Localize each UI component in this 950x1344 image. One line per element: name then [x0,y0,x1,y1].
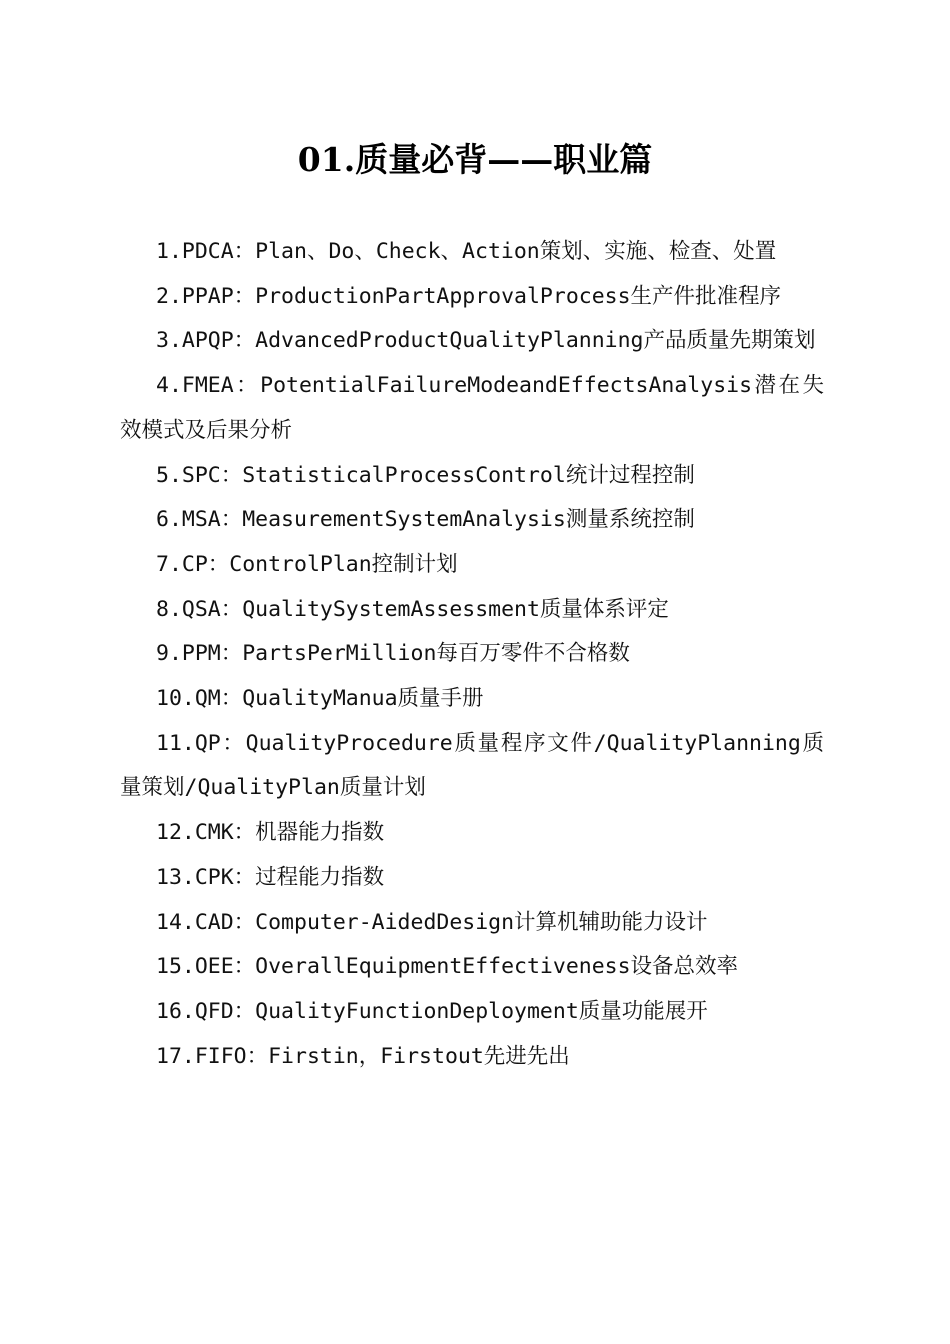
list-item: 15.OEE：OverallEquipmentEffectiveness设备总效率 [156,954,739,980]
list-item: 7.CP：ControlPlan控制计划 [156,551,458,577]
list-item: 12.CMK：机器能力指数 [156,820,385,846]
list-item: 2.PPAP：ProductionPartApprovalProcess生产件批准程序 [156,283,782,309]
list-item: 16.QFD：QualityFunctionDeployment质量功能展开 [156,998,708,1024]
list-item: 5.SPC：StatisticalProcessControl统计过程控制 [156,462,695,488]
list-item: 6.MSA：MeasurementSystemAnalysis测量系统控制 [156,507,695,533]
page-title: 01.质量必背——职业篇 [297,140,653,179]
list-item: 1.PDCA：Plan、Do、Check、Action策划、实施、检查、处置 [156,239,777,264]
list-item: 4.FMEA：PotentialFailureModeandEffectsAnalysis潜在失效模式及后果分析 [120,373,824,443]
list-item: 13.CPK：过程能力指数 [156,864,385,890]
list-item: 8.QSA：QualitySystemAssessment质量体系评定 [156,596,669,622]
list-item: 17.FIFO：Firstin，Firstout先进先出 [156,1043,570,1069]
list-item: 14.CAD：Computer-AidedDesign计算机辅助能力设计 [156,909,708,935]
list-item: 11.QP：QualityProcedure质量程序文件/QualityPlanning质量策划/QualityPlan质量计划 [120,730,824,801]
list-item: 3.APQP：AdvancedProductQualityPlanning产品质量先期策划 [156,328,816,354]
list-item: 9.PPM：PartsPerMillion每百万零件不合格数 [156,641,630,667]
list-item: 10.QM：QualityManua质量手册 [156,686,484,712]
term-list [120,230,824,1079]
